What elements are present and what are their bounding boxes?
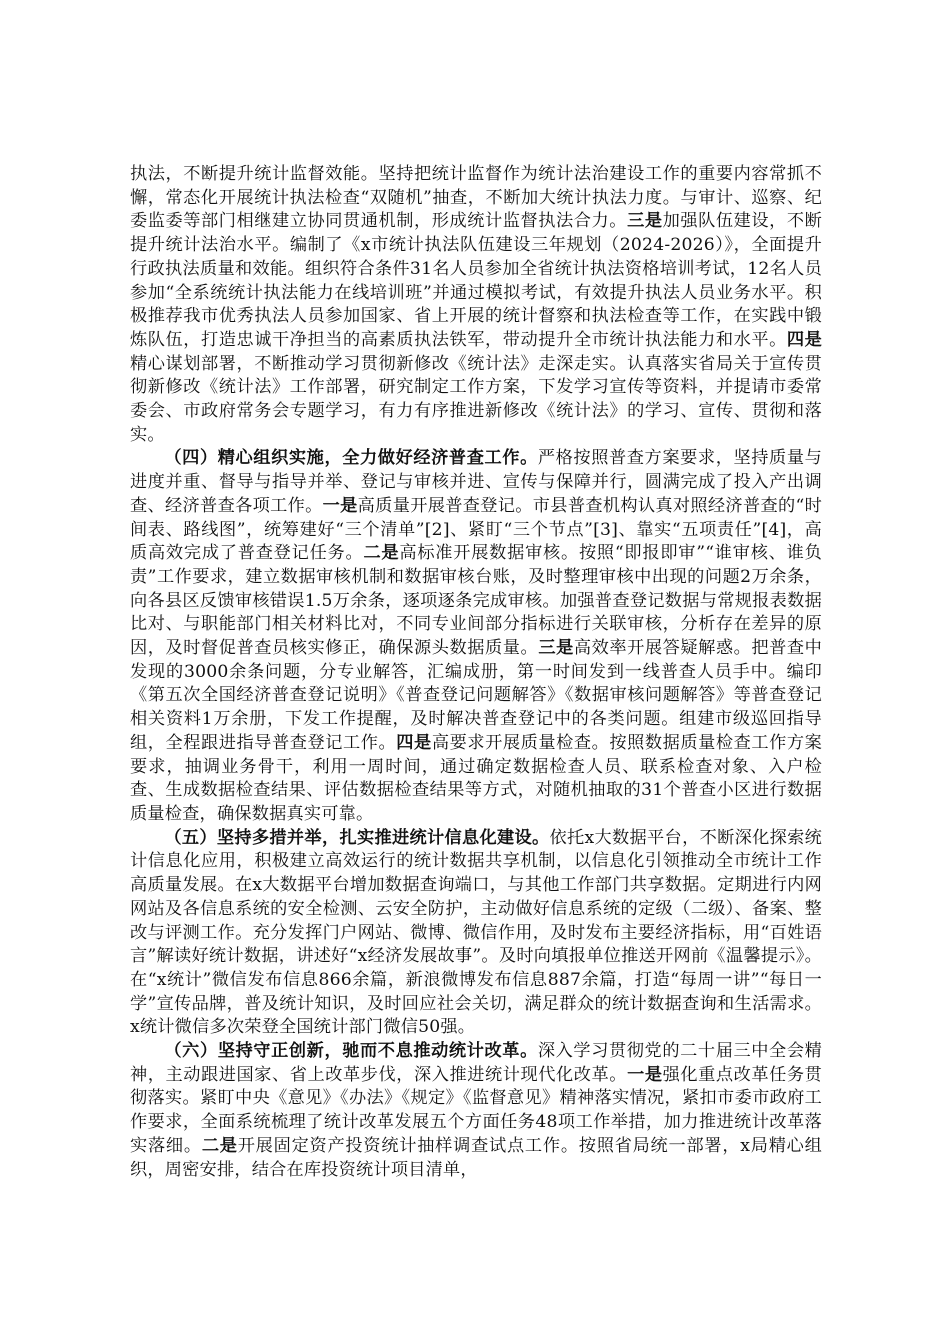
text-segment: 高质量开展普查登记。市县普查机构认真对照经济普查的“时间表、路线图”，统筹建好“三个清单”[2]、紧盯“三个节点”[3]、靠实“五项责任”[4]，高质高效完成了普查登记任务。 — [130, 495, 822, 564]
item-marker-three: 三是 — [538, 638, 574, 659]
item-marker-two: 二是 — [363, 543, 400, 564]
text-segment: 高标准开展数据审核。按照“即报即审”“谁审核、谁负责”工作要求，建立数据审核机制和数据审核台账，及时整理审核中出现的问题2万余条，向各县区反馈审核错误1.5万余条，逐项逐条完成审核。加强普查登记数据与常规报表数据比对、与职能部门相关材料比对，不同专业间部分指标进行关联审核，分析存在差异的原因，及时督促普查员核实修正，确保源头数据质量。 — [130, 543, 822, 659]
item-marker-one: 一是 — [322, 495, 358, 516]
text-segment: 执法，不断提升统计监督效能。坚持把统计监督作为统计法治建设工作的重要内容常抓不懈，常态化开展统计执法检查“双随机”抽查，不断加大统计执法力度。与审计、巡察、纪委监委等部门相继建立协同贯通机制，形成统计监督执法合力。 — [130, 164, 822, 232]
section-heading-5: （五）坚持多措并举，扎实推进统计信息化建设。 — [164, 827, 550, 848]
paragraph-statistical-reform — [130, 1040, 822, 1182]
section-heading-4: （四）精心组织实施，全力做好经济普查工作。 — [164, 448, 538, 469]
text-segment: 加强队伍建设，不断提升统计法治水平。编制了《x市统计执法队伍建设三年规划（2024-2026）》，全面提升行政执法质量和效能。组织符合条件31名人员参加全省统计执法资格培训考试，12名人员参加“全系统统计执法能力在线培训班”并通过模拟考试，有效提升执法人员业务水平。积极推荐我市优秀执法人员参加国家、省上开展的统计督察和执法检查等工作，在实践中锻炼队伍，打造忠诚干净担当的高素质执法铁军，带动提升全市统计执法能力和水平。 — [130, 211, 822, 350]
item-marker-four: 四是 — [396, 732, 432, 753]
text-segment: 高效率开展答疑解惑。把普查中发现的3000余条问题，分专业解答，汇编成册，第一时间发到一线普查人员手中。编印《第五次全国经济普查登记说明》《普查登记问题解答》《数据审核问题解答》等普查登记相关资料1万余册，下发工作提醒，及时解决普查登记中的各类问题。组建市级巡回指导组，全程跟进指导普查登记工作。 — [130, 638, 822, 753]
document-page — [130, 163, 822, 1182]
paragraph-economic-census — [130, 447, 822, 826]
text-segment: 严格按照普查方案要求，坚持质量与进度并重、督导与指导并举、登记与审核并进、宣传与保障并行，圆满完成了投入产出调查、经济普查各项工作。 — [130, 448, 823, 516]
paragraph-statistical-enforcement — [130, 163, 822, 447]
item-marker-three: 三是 — [627, 211, 663, 232]
text-segment: 开展固定资产投资统计抽样调查试点工作。按照省局统一部署，x局精心组织，周密安排，结合在库投资统计项目清单， — [130, 1135, 823, 1180]
text-segment: 深入学习贯彻党的二十届三中全会精神，主动跟进国家、省上改革步伐，深入推进统计现代化改革。 — [130, 1041, 823, 1085]
item-marker-two: 二是 — [201, 1135, 238, 1156]
paragraph-informatization — [130, 827, 822, 1040]
item-marker-one: 一是 — [627, 1064, 663, 1085]
text-segment: 强化重点改革任务贯彻落实。紧盯中央《意见》《办法》《规定》《监督意见》精神落实情况，紧扣市委市政府工作要求，全面系统梳理了统计改革发展五个方面任务48项工作举措，加力推进统计改革落实落细。 — [130, 1064, 822, 1156]
item-marker-four: 四是 — [786, 329, 822, 350]
section-heading-6: （六）坚持守正创新，驰而不息推动统计改革。 — [164, 1041, 538, 1062]
text-segment: 精心谋划部署，不断推动学习贯彻新修改《统计法》走深走实。认真落实省局关于宣传贯彻新修改《统计法》工作部署，研究制定工作方案，下发学习宣传等资料，并提请市委常委会、市政府常务会专题学习，有力有序推进新修改《统计法》的学习、宣传、贯彻和落实。 — [130, 353, 822, 445]
text-segment: 高要求开展质量检查。按照数据质量检查工作方案要求，抽调业务骨干，利用一周时间，通过确定数据检查人员、联系检查对象、入户检查、生成数据检查结果、评估数据检查结果等方式，对随机抽取的31个普查小区进行数据质量检查，确保数据真实可靠。 — [130, 732, 822, 824]
text-segment: 依托x大数据平台，不断深化探索统计信息化应用，积极建立高效运行的统计数据共享机制，以信息化引领推动全市统计工作高质量发展。在x大数据平台增加数据查询端口，与其他工作部门共享数据。定期进行内网网站及各信息系统的安全检测、云安全防护，主动做好信息系统的定级（二级）、备案、整改与评测工作。充分发挥门户网站、微博、微信作用，及时发布主要经济指标，用“百姓语言”解读好统计数据，讲述好“x经济发展故事”。及时向填报单位推送开网前《温馨提示》。在“x统计”微信发布信息866余篇，新浪微博发布信息887余篇，打造“每周一讲”“每日一学”宣传品牌，普及统计知识，及时回应社会关切，满足群众的统计数据查询和生活需求。x统计微信多次荣登全国统计部门微信50强。 — [130, 827, 822, 1038]
